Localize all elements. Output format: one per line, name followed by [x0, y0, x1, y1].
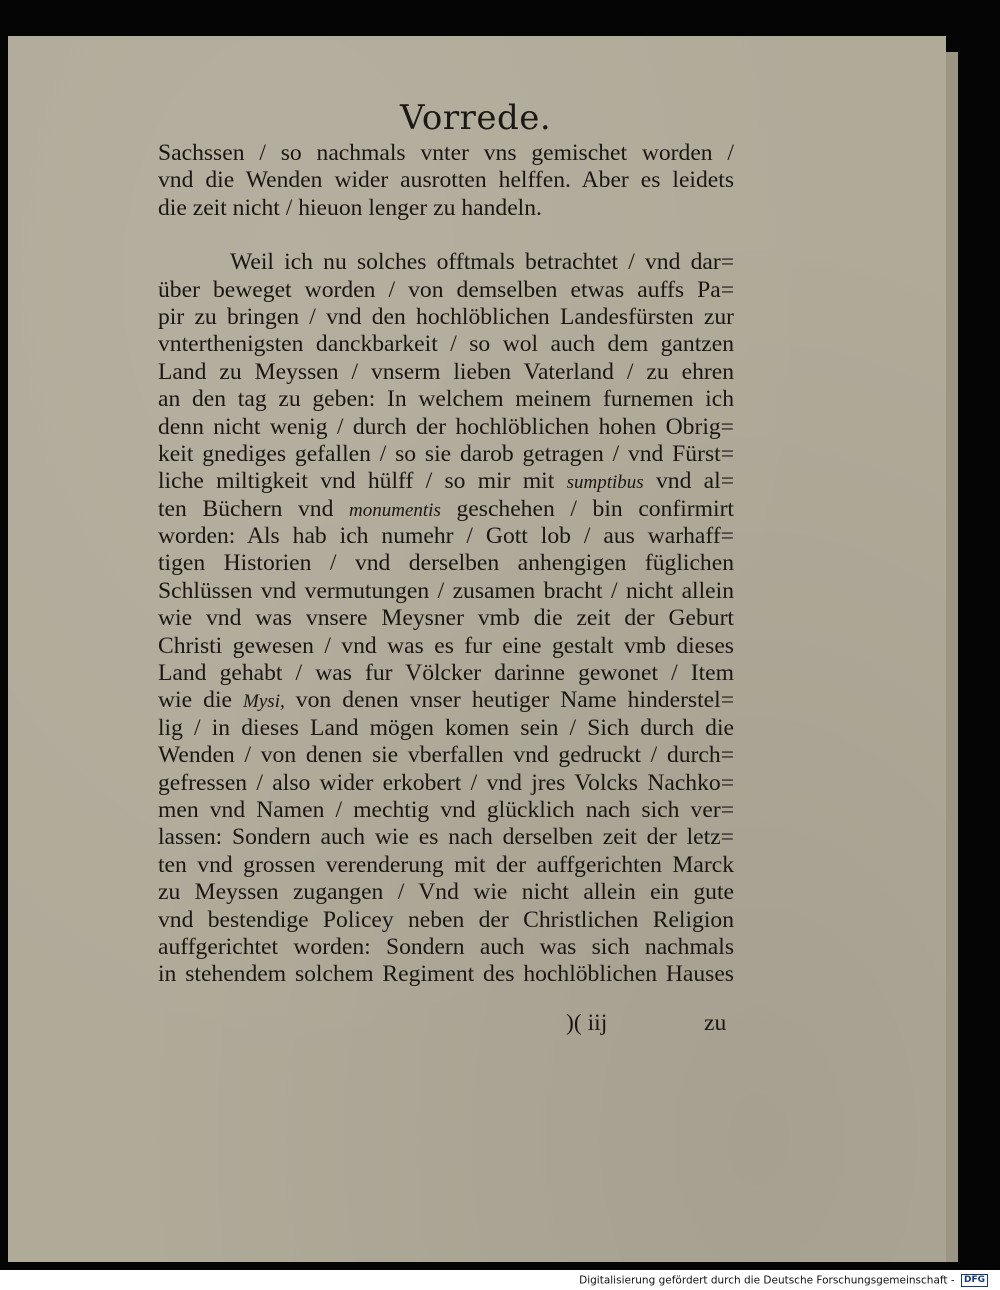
text-line: ten Büchern vnd monumentis geschehen / bin confirmirt [158, 495, 734, 522]
page-edge [944, 52, 958, 1262]
text-line: ten vnd grossen verenderung mit der auffgerichten Marck [158, 851, 734, 878]
text-line: vnterthenigsten danckbarkeit / so wol auch dem gantzen [158, 331, 734, 358]
latin-term: monumentis [349, 499, 441, 521]
text-line: Wenden / von denen sie vberfallen vnd gedruckt / durch= [158, 742, 734, 769]
page-text [158, 140, 734, 989]
text-line: lassen: Sondern auch wie es nach derselben zeit der letz= [158, 824, 734, 851]
text-line: Land gehabt / was fur Völcker darinne gewonet / Item [158, 660, 734, 687]
text-line: die zeit nicht / hieuon lenger zu handeln. [158, 194, 542, 221]
text-line: vnd bestendige Policey neben der Christlichen Religion [158, 906, 734, 933]
latin-term: sumptibus [566, 472, 644, 494]
running-head: Vorrede. [400, 98, 552, 138]
text-line: tigen Historien / vnd derselben anhengigen füglichen [158, 550, 734, 577]
text-line: men vnd Namen / mechtig vnd glücklich nach sich ver= [158, 796, 734, 823]
text-line: worden: Als hab ich numehr / Gott lob / aus warhaff= [158, 523, 734, 550]
text-line: gefressen / also wider erkobert / vnd jres Volcks Nachko= [158, 769, 734, 796]
text-line: zu Meyssen zugangen / Vnd wie nicht allein ein gute [158, 879, 734, 906]
text-line: wie die Mysi, von denen vnser heutiger Name hinderstel= [158, 687, 735, 714]
text-line: Schlüssen vnd vermutungen / zusamen bracht / nicht allein [158, 577, 734, 604]
text-line: Sachssen / so nachmals vnter vns gemischet worden / [158, 140, 734, 166]
text-line: pir zu bringen / vnd den hochlöblichen Landesfürsten zur [158, 303, 734, 330]
text-line: auffgerichtet worden: Sondern auch was sich nachmals [158, 933, 734, 960]
catchword: zu [704, 1010, 727, 1036]
text-line: Christi gewesen / vnd was es fur eine gestalt vmb dieses [158, 632, 734, 659]
signature-mark: )( iij [566, 1010, 608, 1036]
paragraph-gap [158, 222, 734, 249]
credit-text: Digitalisierung gefördert durch die Deutsche Forschungsgemeinschaft - [579, 1274, 955, 1287]
text-line: in stehendem solchem Regiment des hochlöblichen Hauses [158, 961, 734, 988]
text-line: Land zu Meyssen / vnserm lieben Vaterland / zu ehren [158, 358, 734, 385]
text-line: vnd die Wenden wider ausrotten helffen. Aber es leidets [158, 167, 734, 194]
text-line: lig / in dieses Land mögen komen sein / Sich durch die [158, 714, 734, 741]
dfg-logo[interactable]: DFG [961, 1274, 988, 1287]
text-line: Weil ich nu solches offtmals betrachtet / vnd dar= [230, 249, 734, 276]
digitization-credit [579, 1274, 988, 1287]
text-line: wie vnd was vnsere Meysner vmb die zeit der Geburt [158, 605, 734, 632]
text-line: über beweget worden / von demselben etwas auffs Pa= [158, 276, 734, 303]
text-line: liche miltigkeit vnd hülff / so mir mit sumptibus vnd al= [158, 468, 734, 495]
text-line: keit gnediges gefallen / so sie darob getragen / vnd Fürst= [158, 440, 734, 467]
text-line: denn nicht wenig / durch der hochlöblichen hohen Obrig= [158, 413, 734, 440]
latin-term: Mysi, [243, 691, 285, 713]
text-line: an den tag zu geben: In welchem meinem furnemen ich [158, 386, 734, 413]
